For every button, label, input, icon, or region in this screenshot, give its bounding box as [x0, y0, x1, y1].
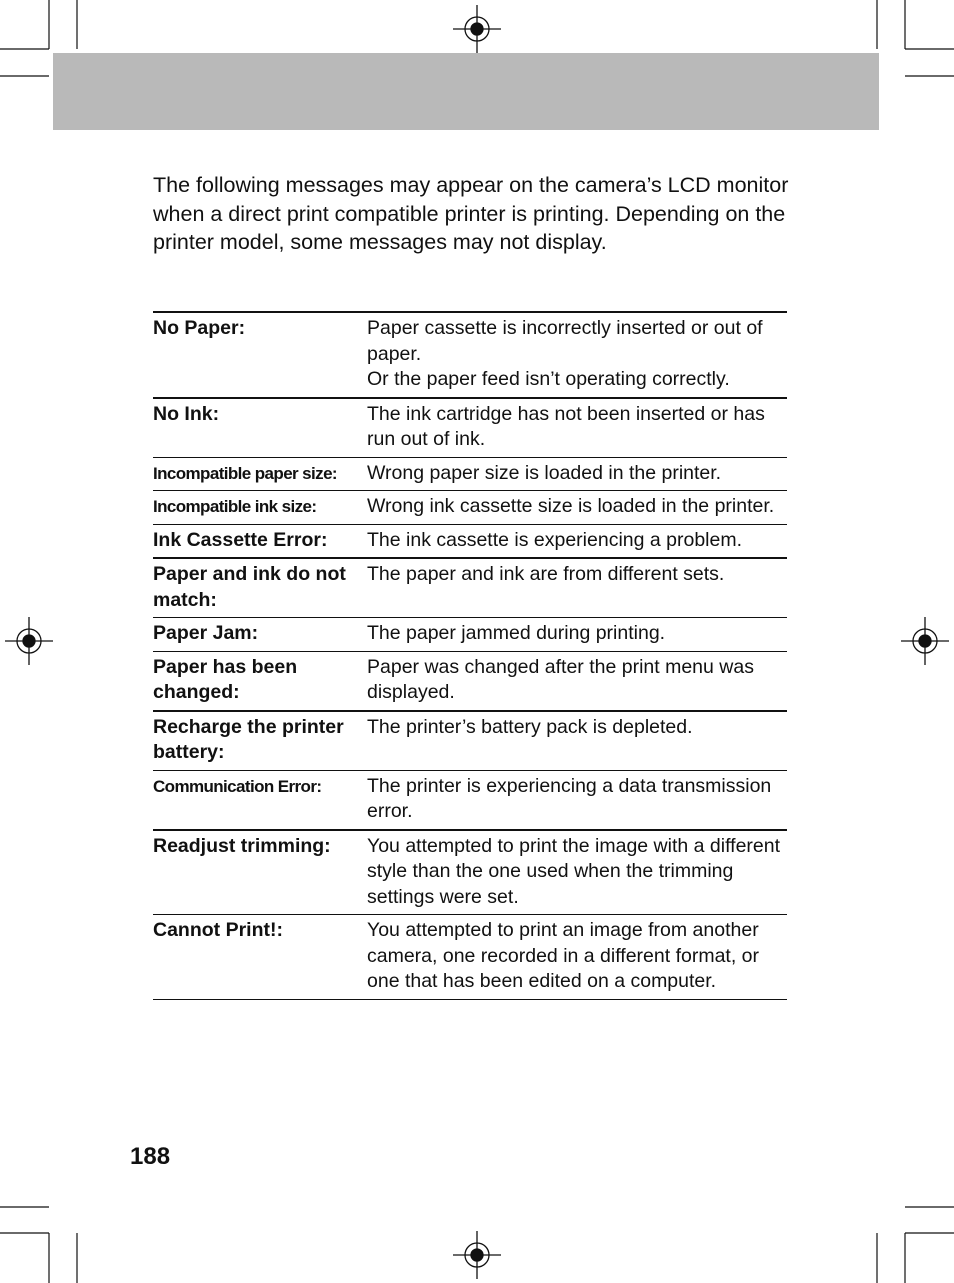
table-row	[153, 915, 787, 1000]
table-row	[153, 457, 787, 491]
message-term: Cannot Print!:	[153, 919, 283, 941]
message-term: Paper and ink do not match:	[153, 563, 346, 611]
table-row	[153, 524, 787, 558]
table-row	[153, 651, 787, 711]
message-description: You attempted to print an image from another camera, one recorded in a different format, or one that has been edited on a computer.	[367, 919, 760, 992]
message-term: Incompatible ink size:	[153, 497, 317, 516]
message-description: Wrong paper size is loaded in the printer.	[367, 461, 722, 484]
message-term: Readjust trimming:	[153, 834, 331, 857]
table-row	[153, 312, 787, 398]
page-number: 188	[130, 1143, 171, 1170]
message-term: Communication Error:	[153, 776, 322, 796]
message-term: Incompatible paper size:	[153, 463, 337, 483]
table-row	[153, 558, 787, 618]
message-term: Paper Jam:	[153, 622, 259, 644]
table-row	[153, 830, 787, 915]
message-term: Recharge the printer battery:	[153, 715, 344, 763]
message-description: You attempted to print the image with a different style than the one used when the trimming settings were set.	[367, 834, 781, 908]
message-term: No Paper:	[153, 317, 246, 339]
table-row	[153, 770, 787, 830]
message-description: The printer is experiencing a data transmission error.	[367, 774, 772, 822]
message-description: Paper cassette is incorrectly inserted or out of paper. Or the paper feed isn’t operating correctly.	[367, 317, 763, 390]
intro-paragraph: The following messages may appear on the camera’s LCD monitor when a direct print compatible printer is printing. Depending on the printer model, some messages may not display.	[153, 173, 789, 254]
message-description: The paper jammed during printing.	[367, 622, 666, 644]
message-description: The printer’s battery pack is depleted.	[367, 715, 693, 738]
message-description: The paper and ink are from different sets.	[367, 563, 725, 585]
message-description: The ink cartridge has not been inserted or has run out of ink.	[367, 402, 765, 450]
table-row	[153, 618, 787, 652]
message-term: Paper has been changed:	[153, 655, 298, 703]
table-row	[153, 398, 787, 458]
header-band	[53, 53, 879, 130]
message-term: No Ink:	[153, 402, 220, 425]
table-row	[153, 711, 787, 771]
message-description: Wrong ink cassette size is loaded in the printer.	[367, 495, 775, 517]
message-description: The ink cassette is experiencing a problem.	[367, 528, 743, 551]
message-description: Paper was changed after the print menu was displayed.	[367, 655, 754, 703]
printer-messages-table	[153, 311, 787, 1000]
message-term: Ink Cassette Error:	[153, 528, 328, 551]
table-row	[153, 491, 787, 525]
